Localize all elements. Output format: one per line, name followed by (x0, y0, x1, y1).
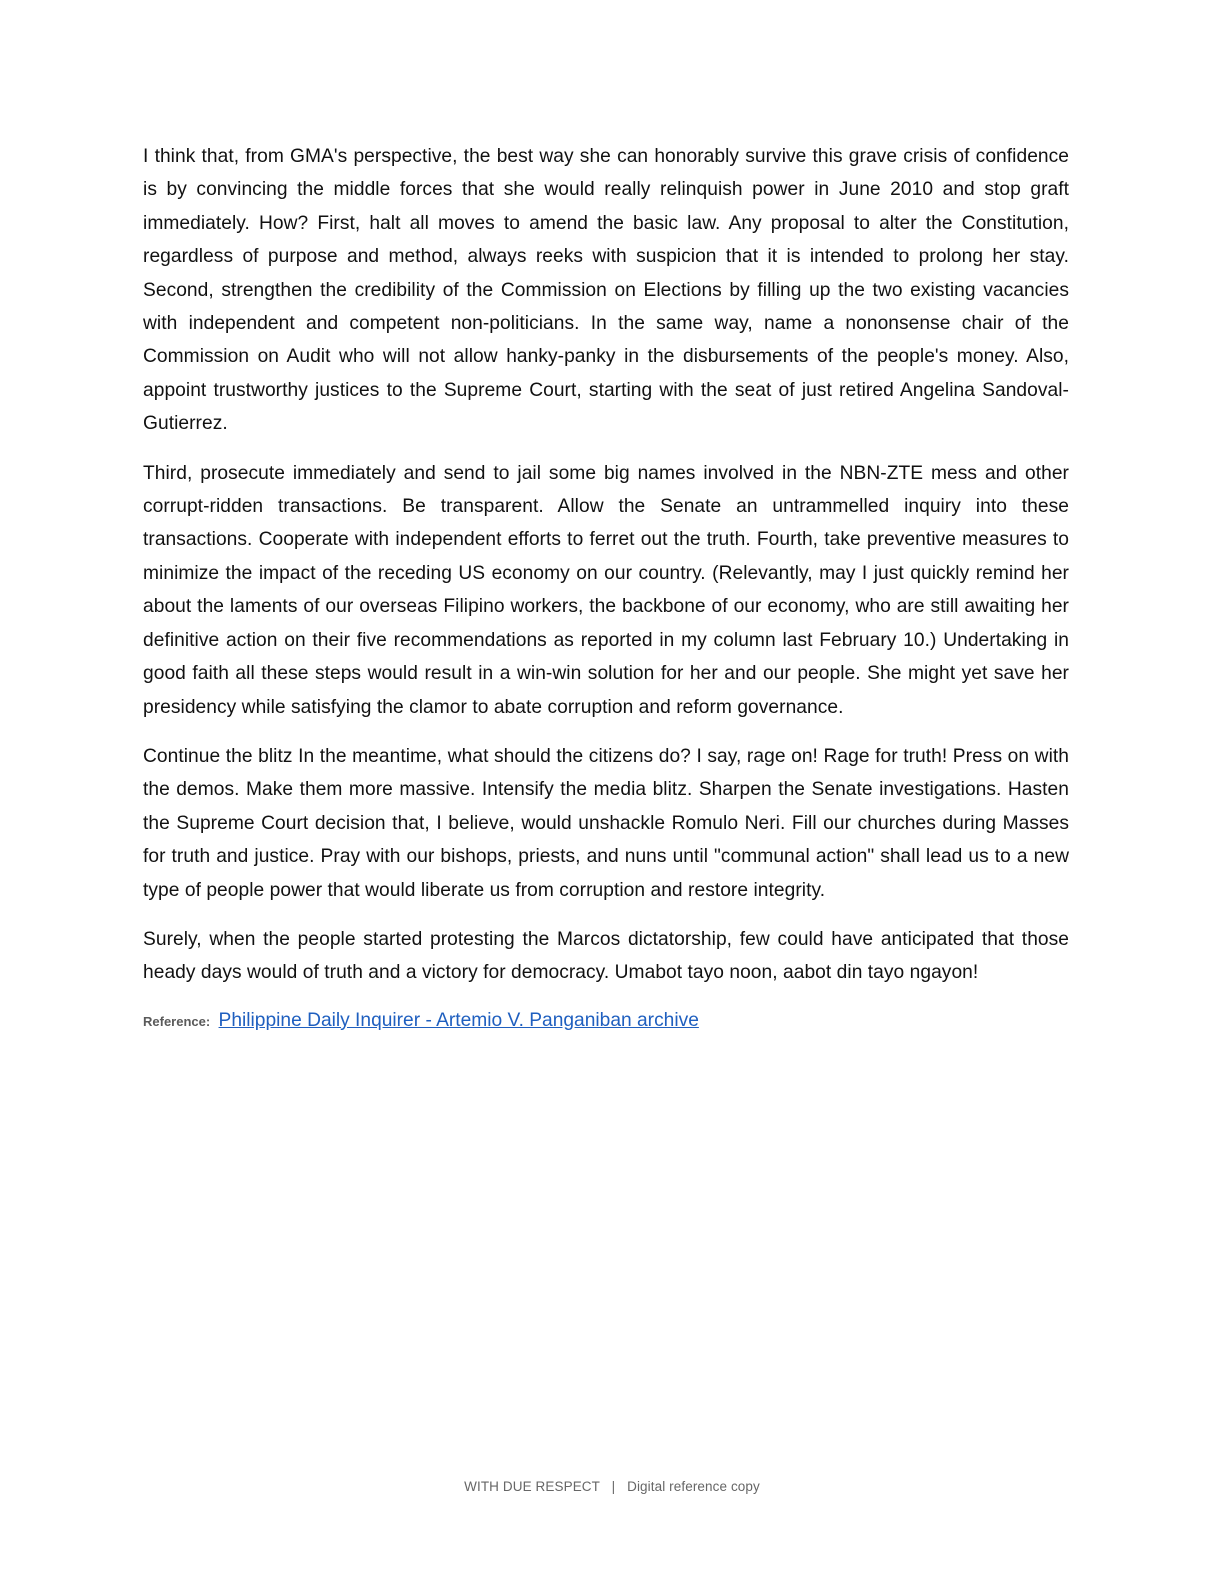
article-paragraph-4: Surely, when the people started protesting the Marcos dictatorship, few could have anticipated that those heady days would of truth and a victory for democracy. Umabot tayo noon, aabot din tayo ngayon! (143, 928, 1069, 984)
footer-publication-title: WITH DUE RESPECT (464, 1479, 600, 1494)
footer-separator: | (611, 1479, 616, 1494)
reference-line (143, 1006, 1069, 1037)
reference-label: Reference: (143, 1013, 211, 1029)
article-paragraph-2: Third, prosecute immediately and send to jail some big names involved in the NBN-ZTE mess and other corrupt-ridden transactions. Be transparent. Allow the Senate an untrammelled inquiry into these transactions. Cooperate with independent efforts to ferret out the truth. Fourth, take preventive measures to minimize the impact of the receding US economy on our country. (Relevantly, may I just quickly remind her about the laments of our overseas Filipino workers, the backbone of our economy, who are still awaiting her definitive action on their five recommendations as reported in my column last February 10.) Undertaking in good faith all these steps would result in a win-win solution for her and our people. She might yet save her presidency while satisfying the clamor to abate corruption and reform governance. (143, 462, 1069, 718)
article-body (143, 140, 1069, 1037)
article-paragraph-1: I think that, from GMA's perspective, the best way she can honorably survive this grave crisis of confidence is by convincing the middle forces that she would really relinquish power in June 2010 and stop graft immediately. How? First, halt all moves to amend the basic law. Any proposal to alter the Constitution, regardless of purpose and method, always reeks with suspicion that it is intended to prolong her stay. Second, strengthen the credibility of the Commission on Elections by filling up the two existing vacancies with independent and competent non-politicians. In the same way, name a nononsense chair of the Commission on Audit who will not allow hanky-panky in the disbursements of the people's money. Also, appoint trustworthy justices to the Supreme Court, starting with the seat of just retired Angelina Sandoval-Gutierrez. (143, 146, 1069, 435)
footer-copy-note: Digital reference copy (627, 1479, 760, 1494)
page-footer (0, 1479, 1224, 1494)
article-paragraph-3: Continue the blitz In the meantime, what should the citizens do? I say, rage on! Rage for truth! Press on with the demos. Make them more massive. Intensify the media blitz. Sharpen the Senate investigations. Hasten the Supreme Court decision that, I believe, would unshackle Romulo Neri. Fill our churches during Masses for truth and justice. Pray with our bishops, priests, and nuns until "communal action" shall lead us to a new type of people power that would liberate us from corruption and restore integrity. (143, 745, 1069, 901)
reference-link[interactable]: Philippine Daily Inquirer - Artemio V. Panganiban archive (218, 1009, 699, 1031)
